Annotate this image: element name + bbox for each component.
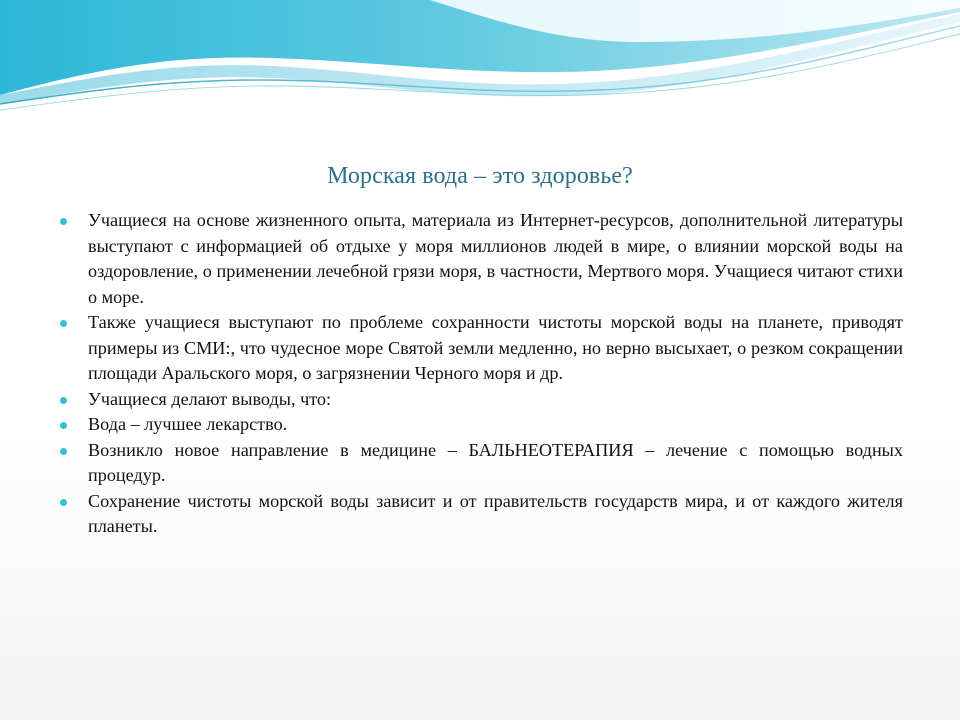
bullet-dot-icon: [60, 422, 67, 429]
bullet-list: [58, 208, 903, 540]
slide-title: Морская вода – это здоровье?: [327, 163, 633, 189]
bullet-text: Также учащиеся выступают по проблеме сохранности чистоты морской воды на планете, приводят примеры из СМИ:, что чудесное море Святой земли медленно, но верно высыхает, о резком сокращении площади Аральского моря, о загрязнении Черного моря и др.: [88, 312, 903, 383]
bullet-text: Сохранение чистоты морской воды зависит и от правительств государств мира, и от каждого жителя планеты.: [88, 490, 903, 536]
list-item: [58, 208, 903, 310]
list-item: [58, 438, 903, 489]
bullet-dot-icon: [60, 448, 67, 455]
bullet-dot-icon: [60, 218, 67, 225]
bullet-dot-icon: [60, 320, 67, 327]
list-item: [58, 387, 903, 413]
bullet-text: Учащиеся делают выводы, что:: [88, 388, 332, 409]
bullet-text: Вода – лучшее лекарство.: [88, 414, 288, 434]
bullet-text: Учащиеся на основе жизненного опыта, материала из Интернет-ресурсов, дополнительной литературы выступают с информацией об отдыхе у моря миллионов людей в мире, о влиянии морской воды на оздоровление, о применении лечебной грязи моря, в частности, Мертвого моря. Учащиеся читают стихи о море.: [88, 210, 903, 307]
bullet-dot-icon: [60, 397, 67, 404]
bullet-dot-icon: [60, 499, 67, 506]
bullet-text: Возникло новое направление в медицине – БАЛЬНЕОТЕРАПИЯ – лечение с помощью водных процедур.: [88, 439, 903, 485]
wave-header-decoration: [0, 0, 960, 130]
list-item: [58, 489, 903, 540]
list-item: [58, 412, 903, 438]
list-item: [58, 310, 903, 387]
